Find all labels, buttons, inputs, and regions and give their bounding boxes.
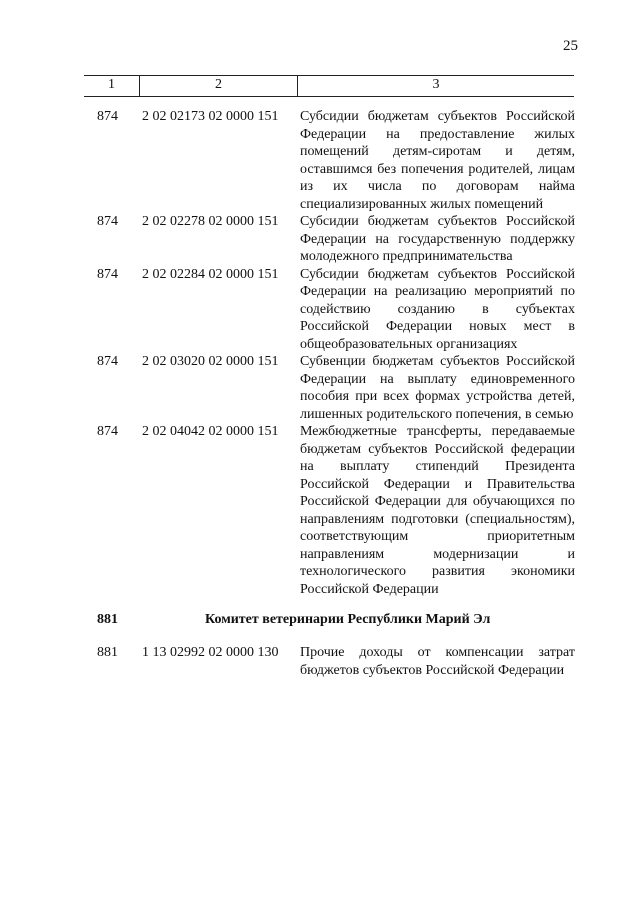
table-header [84,75,574,97]
section-heading-row [0,612,640,630]
admin-code: 874 [97,266,118,282]
admin-code: 881 [97,645,118,660]
budget-code: 2 02 03020 02 0000 151 [142,354,279,369]
income-description: Межбюджетные трансферты, передаваемые бюджетам субъектов Российской федерации на выплату стипендий Президента Российской Федерации и Правительства Российской Федерации для обучающихся по направлениям подготовки (специальностям), соответствующим приоритетным направлениям модернизации и технологического развития экономики Российской Федерации [300,424,575,597]
section-code: 881 [97,612,118,627]
page-number: 25 [563,38,578,54]
table-row [0,353,640,423]
header-col-1: 1 [108,77,115,92]
budget-code: 2 02 02173 02 0000 151 [142,109,279,124]
budget-code: 2 02 02278 02 0000 151 [142,214,279,229]
admin-code: 874 [97,109,118,124]
income-description: Субсидии бюджетам субъектов Российской Федерации на государственную поддержку молодежного предпринимательства [300,214,575,264]
table-row [0,644,640,679]
table-row [0,108,640,213]
income-description: Прочие доходы от компенсации затрат бюджетов субъектов Российской Федерации [300,645,575,678]
income-description: Субсидии бюджетам субъектов Российской Федерации на реализацию мероприятий по содействию созданию в субъектах Российской Федерации новых мест в общеобразовательных организациях [300,266,575,352]
table-row [0,423,640,598]
header-col-3: 3 [432,77,440,92]
admin-code: 874 [97,424,118,439]
table-row [0,266,640,354]
budget-code: 1 13 02992 02 0000 130 [142,645,279,660]
admin-code: 874 [97,354,118,369]
budget-code: 2 02 02284 02 0000 151 [142,266,279,282]
header-col-2: 2 [215,77,222,92]
income-description: Субвенции бюджетам субъектов Российской Федерации на выплату единовременного пособия при всех формах устройства детей, лишенных родительского попечения, в семью [300,354,575,422]
budget-code: 2 02 04042 02 0000 151 [142,424,279,439]
table-body [0,108,640,679]
admin-code: 874 [97,214,118,229]
table-row [0,213,640,266]
income-description: Субсидии бюджетам субъектов Российской Федерации на предоставление жилых помещений детям-сиротам и детям, оставшимся без попечения родителей, лицам из их числа по договорам найма специализированных жилых помещений [300,109,575,212]
section-title: Комитет ветеринарии Республики Марий Эл [205,612,491,627]
